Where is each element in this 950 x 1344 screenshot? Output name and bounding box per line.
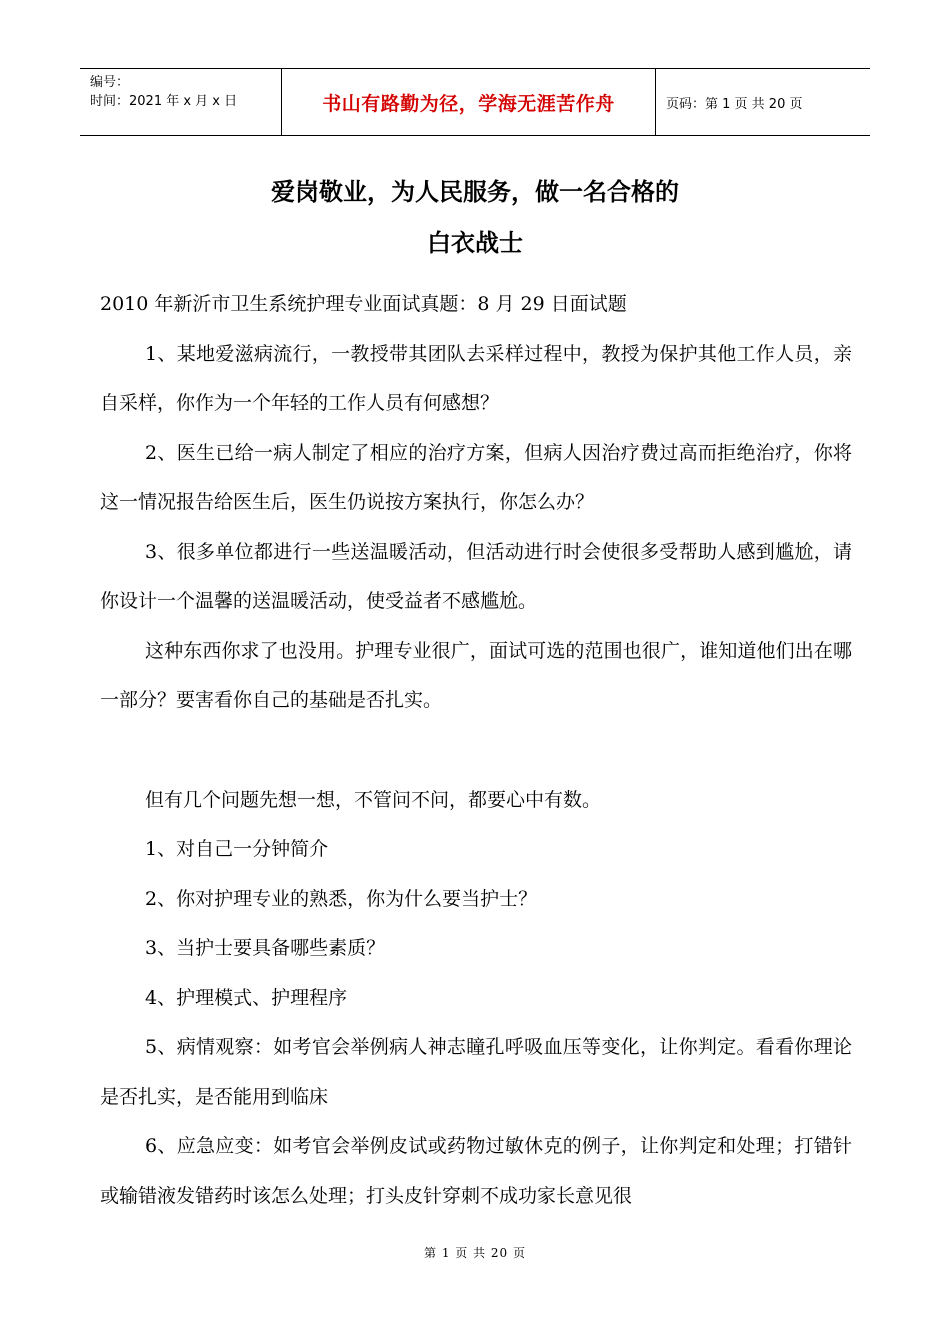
- paragraph-question-2: 2、医生已给一病人制定了相应的治疗方案，但病人因治疗费过高而拒绝治疗，你将这一情况报告给医生后，医生仍说按方案执行，你怎么办？: [100, 441, 852, 513]
- paragraph-prepare-intro: 但有几个问题先想一想，不管问不问，都要心中有数。: [145, 788, 602, 811]
- paragraph-advice: 这种东西你求了也没用。护理专业很广，面试可选的范围也很广，谁知道他们出在哪一部分？要害看你自己的基础是否扎实。: [100, 639, 852, 711]
- list-item-nurse-qualities: 3、当护士要具备哪些素质？: [145, 937, 386, 959]
- paragraph-question-3: 3、很多单位都进行一些送温暖活动，但活动进行时会使很多受帮助人感到尴尬，请你设计一个温馨的送温暖活动，使受益者不感尴尬。: [100, 540, 852, 612]
- header-table: [80, 68, 870, 136]
- paragraph-exam-intro: 2010 年新沂市卫生系统护理专业面试真题：8 月 29 日面试题: [100, 293, 627, 315]
- list-item-nursing-understanding: 2、你对护理专业的熟悉，你为什么要当护士？: [145, 887, 538, 910]
- paragraph-gap: [100, 726, 852, 776]
- header-meta-cell: [80, 69, 282, 135]
- header-motto: 书山有路勤为径，学海无涯苦作舟: [282, 69, 656, 135]
- document-date-label: 时间：2021 年 x 月 x 日: [90, 94, 238, 109]
- page-footer: 第 1 页 共 20 页: [424, 1246, 526, 1260]
- list-item-emergency: 6、应急应变：如考官会举例皮试或药物过敏休克的例子，让你判定和处理；打错针或输错液发错药时该怎么处理；打头皮针穿刺不成功家长意见很: [100, 1135, 852, 1207]
- document-title-line-1: 爱岗敬业，为人民服务，做一名合格的: [271, 178, 679, 206]
- list-item-self-intro: 1、对自己一分钟简介: [145, 838, 329, 860]
- document-body: [100, 280, 852, 1221]
- paragraph-question-1: 1、某地爱滋病流行，一教授带其团队去采样过程中，教授为保护其他工作人员，亲自采样，你作为一个年轻的工作人员有何感想？: [100, 342, 852, 414]
- header-page-info: 页码：第 1 页 共 20 页: [666, 96, 803, 112]
- document-title-line-2: 白衣战士: [427, 229, 523, 257]
- document-number-label: 编号：: [90, 75, 130, 90]
- list-item-observation: 5、病情观察：如考官会举例病人神志瞳孔呼吸血压等变化，让你判定。看看你理论是否扎实，是否能用到临床: [100, 1036, 852, 1108]
- list-item-nursing-model: 4、护理模式、护理程序: [145, 986, 348, 1009]
